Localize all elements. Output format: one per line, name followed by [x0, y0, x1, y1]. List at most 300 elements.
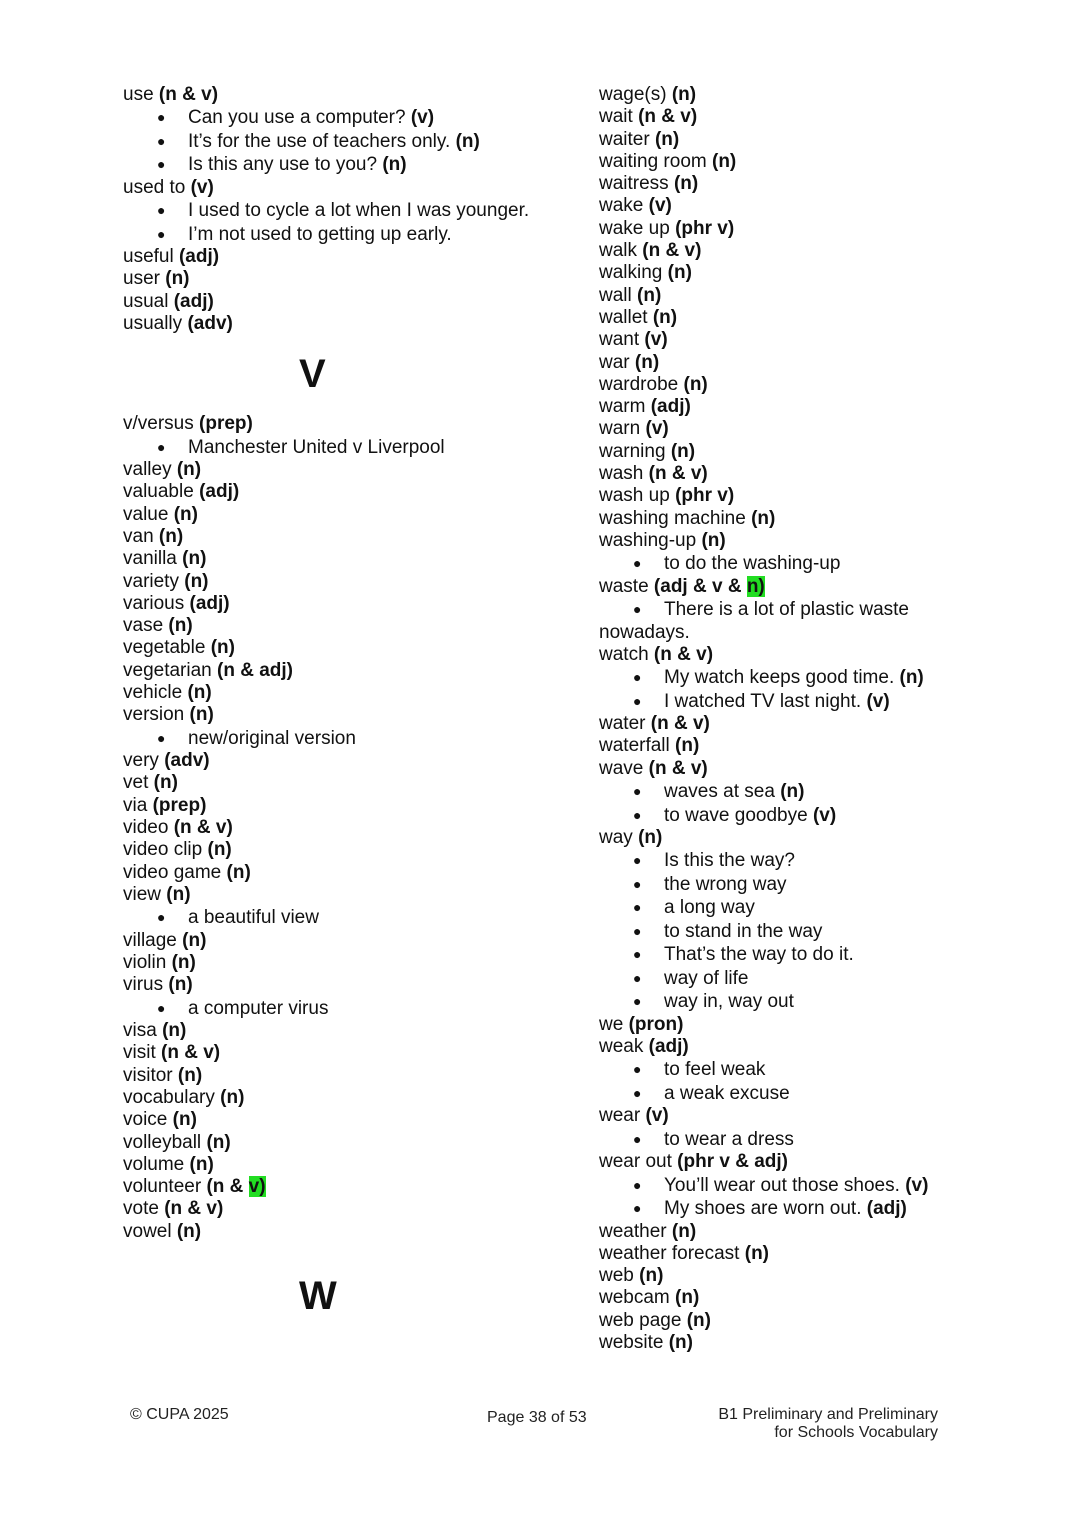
part-of-speech: (v) — [866, 690, 890, 712]
headword-entry — [123, 1065, 553, 1087]
headword-entry — [123, 1176, 553, 1198]
bullet-icon: ● — [633, 946, 642, 963]
headword: volunteer — [123, 1176, 202, 1198]
part-of-speech: (n & v) — [158, 84, 219, 105]
headword-entry — [123, 246, 553, 268]
example-bullet — [599, 666, 999, 690]
headword: van — [123, 525, 154, 547]
page-number: Page 38 of 53 — [487, 1409, 587, 1426]
headword: virus — [123, 974, 164, 996]
headword: usually — [123, 312, 183, 334]
example-text: That’s the way to do it. — [664, 944, 854, 966]
example-bullet — [123, 130, 553, 154]
headword-entry — [123, 177, 553, 199]
headword: village — [123, 929, 177, 951]
part-of-speech: (n) — [226, 861, 251, 883]
headword-entry — [599, 240, 999, 262]
bullet-icon: ● — [157, 156, 166, 173]
headword-entry — [599, 106, 999, 128]
headword-entry — [599, 329, 999, 351]
example-text: waves at sea — [664, 781, 775, 803]
headword-entry — [599, 1036, 999, 1058]
part-of-speech: (n) — [207, 839, 232, 861]
part-of-speech: (n) — [675, 735, 700, 757]
example-text: I used to cycle a lot when I was younger. — [188, 200, 530, 222]
headword-entry — [599, 262, 999, 284]
headword: video — [123, 817, 169, 839]
headword: volleyball — [123, 1131, 202, 1153]
part-of-speech: (n) — [671, 84, 697, 105]
part-of-speech: (adj) — [648, 1036, 689, 1058]
part-of-speech: (adv) — [187, 312, 233, 334]
example-text: a weak excuse — [664, 1082, 790, 1104]
bullet-icon: ● — [633, 601, 642, 618]
bullet-icon: ● — [633, 555, 642, 572]
part-of-speech: (n) — [153, 772, 178, 794]
headword: vet — [123, 772, 149, 794]
part-of-speech: (n) — [668, 1331, 693, 1353]
headword-entry — [123, 459, 553, 481]
part-of-speech: (n & adj) — [217, 659, 294, 681]
part-of-speech: (n & v) — [653, 643, 714, 665]
headword-entry — [123, 1198, 553, 1220]
part-of-speech: (adj & v & — [653, 575, 747, 597]
example-text: Is this the way? — [664, 850, 795, 872]
bullet-icon: ● — [633, 1130, 642, 1147]
headword-entry — [599, 129, 999, 151]
headword-entry — [123, 84, 553, 106]
headword-entry — [599, 396, 999, 418]
headword-entry — [123, 862, 553, 884]
headword-entry — [123, 1042, 553, 1064]
headword: wave — [599, 757, 644, 779]
part-of-speech: (adj) — [173, 290, 214, 312]
right-column — [599, 84, 999, 1354]
bullet-icon: ● — [157, 225, 166, 242]
example-bullet — [599, 849, 999, 873]
headword: usual — [123, 290, 169, 312]
example-bullet — [599, 1174, 999, 1198]
example-bullet — [123, 727, 553, 751]
example-bullet — [123, 223, 553, 247]
bullet-icon: ● — [157, 999, 166, 1016]
headword-entry — [599, 713, 999, 735]
headword-entry — [123, 548, 553, 570]
headword-entry — [599, 1310, 999, 1332]
headword: waste — [599, 575, 649, 597]
headword: video clip — [123, 839, 203, 861]
headword-entry — [599, 441, 999, 463]
headword-entry — [123, 839, 553, 861]
bullet-icon: ● — [633, 806, 642, 823]
part-of-speech: (n & v) — [648, 463, 708, 485]
headword-entry — [599, 1287, 999, 1309]
part-of-speech: (n & v) — [164, 1198, 224, 1220]
headword: want — [599, 329, 640, 351]
headword: website — [599, 1331, 664, 1353]
part-of-speech: (n) — [637, 284, 662, 306]
part-of-speech: (n) — [168, 974, 193, 996]
part-of-speech: (n) — [683, 373, 708, 395]
bullet-icon: ● — [633, 669, 642, 686]
example-text: nowadays. — [599, 621, 690, 643]
example-bullet — [123, 153, 553, 177]
headword: wake — [599, 195, 644, 217]
example-text: Can you use a computer? — [188, 107, 406, 129]
part-of-speech: (adj) — [199, 481, 240, 503]
part-of-speech: (n) — [210, 637, 235, 659]
example-text: a long way — [664, 897, 755, 919]
example-bullet — [599, 552, 999, 576]
part-of-speech: (n) — [176, 459, 202, 481]
highlighted-part-of-speech: n) — [746, 575, 765, 597]
headword: wake up — [599, 217, 670, 239]
bullet-icon: ● — [157, 202, 166, 219]
headword-entry — [123, 268, 553, 290]
example-bullet — [599, 896, 999, 920]
part-of-speech: (adj) — [178, 246, 220, 268]
part-of-speech: (n) — [168, 615, 193, 637]
headword-entry — [599, 644, 999, 666]
headword: variety — [123, 570, 179, 592]
headword: wage(s) — [599, 84, 667, 105]
headword-entry — [123, 704, 553, 726]
headword: value — [123, 503, 169, 525]
headword-entry — [599, 827, 999, 849]
headword: water — [599, 713, 646, 735]
part-of-speech: (n) — [189, 704, 214, 726]
example-bullet — [599, 967, 999, 991]
part-of-speech: (n & — [206, 1176, 249, 1198]
headword-entry — [599, 1243, 999, 1265]
headword: wait — [599, 106, 633, 128]
section-letter: W — [299, 1274, 337, 1319]
headword: walk — [599, 240, 638, 262]
example-continuation — [599, 622, 999, 644]
copyright: © CUPA 2025 — [130, 1406, 229, 1423]
headword-entry — [599, 218, 999, 240]
bullet-icon: ● — [157, 909, 166, 926]
headword: vehicle — [123, 682, 183, 704]
headword-entry — [599, 151, 999, 173]
headword: walking — [599, 262, 663, 284]
highlighted-part-of-speech: v) — [248, 1176, 266, 1198]
headword-entry — [123, 291, 553, 313]
bullet-icon: ● — [633, 993, 642, 1010]
bullet-icon: ● — [633, 969, 642, 986]
part-of-speech: (n & v) — [161, 1042, 221, 1064]
part-of-speech: (n) — [177, 1064, 203, 1086]
bullet-icon: ● — [633, 1200, 642, 1216]
part-of-speech: (v) — [648, 195, 672, 217]
headword: warn — [599, 418, 641, 440]
headword: vegetarian — [123, 659, 212, 681]
example-text: to do the washing-up — [664, 553, 841, 575]
headword-entry — [599, 508, 999, 530]
headword-entry — [123, 313, 553, 335]
example-bullet — [123, 199, 553, 223]
part-of-speech: (n) — [654, 128, 680, 150]
headword: waitress — [599, 173, 669, 195]
part-of-speech: (n) — [675, 1287, 700, 1309]
headword-entry — [123, 504, 553, 526]
headword-entry — [123, 750, 553, 772]
headword: vegetable — [123, 637, 206, 659]
example-text: I watched TV last night. — [664, 690, 862, 712]
part-of-speech: (n) — [744, 1242, 770, 1264]
headword: vowel — [123, 1220, 172, 1242]
headword: web — [599, 1265, 634, 1287]
headword: webcam — [599, 1287, 670, 1309]
part-of-speech: (n) — [670, 440, 696, 462]
headword: very — [123, 750, 159, 772]
part-of-speech: (n) — [171, 952, 196, 974]
bullet-icon: ● — [157, 132, 166, 149]
part-of-speech: (phr v) — [675, 485, 735, 507]
headword: visitor — [123, 1064, 173, 1086]
headword: wash — [599, 463, 644, 485]
part-of-speech: (n) — [712, 150, 737, 172]
headword: vanilla — [123, 548, 177, 570]
bullet-icon: ● — [157, 109, 166, 126]
headword: via — [123, 794, 148, 816]
headword: useful — [123, 246, 174, 268]
headword: valley — [123, 459, 177, 481]
example-text: My shoes are worn out. — [664, 1198, 862, 1219]
part-of-speech: (n) — [455, 130, 480, 152]
example-bullet — [599, 1082, 999, 1106]
example-bullet — [599, 920, 999, 944]
document-title-line-2: for Schools Vocabulary — [774, 1424, 938, 1441]
example-bullet — [599, 780, 999, 804]
part-of-speech: (v) — [645, 418, 669, 440]
headword-entry — [123, 952, 553, 974]
part-of-speech: (n & v) — [173, 817, 233, 839]
headword-entry — [123, 660, 553, 682]
part-of-speech: (n) — [220, 1087, 245, 1108]
part-of-speech: (v) — [644, 329, 668, 351]
bullet-icon: ● — [633, 1084, 642, 1101]
example-bullet — [123, 906, 553, 930]
headword-entry — [123, 772, 553, 794]
example-bullet — [599, 990, 999, 1014]
headword: use — [123, 84, 154, 105]
example-text: You’ll wear out those shoes. — [664, 1174, 900, 1196]
example-bullet — [599, 804, 999, 828]
headword-entry — [599, 173, 999, 195]
bullet-icon: ● — [633, 852, 642, 869]
example-text: Manchester United v Liverpool — [188, 436, 445, 458]
part-of-speech: (n) — [184, 570, 209, 592]
example-text: to stand in the way — [664, 920, 823, 942]
bullet-icon: ● — [633, 899, 642, 916]
headword-entry — [123, 1132, 553, 1154]
part-of-speech: (n) — [671, 1220, 697, 1242]
headword: used to — [123, 176, 186, 198]
example-text: There is a lot of plastic waste — [664, 599, 909, 621]
headword: violin — [123, 952, 167, 974]
headword: wallet — [599, 306, 648, 328]
bullet-icon: ● — [633, 692, 642, 709]
headword-entry — [599, 463, 999, 485]
part-of-speech: (prep) — [199, 413, 253, 435]
part-of-speech: (n) — [182, 548, 207, 570]
example-bullet — [599, 873, 999, 897]
headword: web page — [599, 1309, 682, 1331]
bullet-icon: ● — [633, 1176, 642, 1193]
part-of-speech: (n & v) — [648, 757, 708, 779]
bullet-icon: ● — [157, 729, 166, 746]
part-of-speech: (v) — [190, 176, 214, 198]
headword-entry — [599, 1105, 999, 1127]
headword-entry — [599, 285, 999, 307]
part-of-speech: (n) — [173, 503, 198, 525]
part-of-speech: (adj) — [189, 592, 230, 614]
headword-entry — [599, 1151, 999, 1173]
example-bullet — [123, 436, 553, 460]
headword: visa — [123, 1020, 157, 1042]
example-text: to wear a dress — [664, 1128, 794, 1150]
part-of-speech: (n) — [701, 529, 726, 551]
headword-entry — [599, 1014, 999, 1036]
part-of-speech: (n) — [162, 1020, 187, 1042]
part-of-speech: (n) — [634, 351, 660, 373]
headword-entry — [599, 84, 999, 106]
example-text: My watch keeps good time. — [664, 667, 895, 689]
part-of-speech: (n) — [206, 1131, 231, 1153]
part-of-speech: (n & v) — [638, 106, 698, 128]
example-bullet — [599, 1197, 999, 1221]
headword: warning — [599, 440, 666, 462]
headword: weather forecast — [599, 1242, 740, 1264]
part-of-speech: (n) — [165, 268, 190, 290]
headword-entry — [123, 1087, 553, 1109]
document-title-line-1: B1 Preliminary and Preliminary — [718, 1406, 938, 1423]
bullet-icon: ● — [633, 875, 642, 892]
headword-entry — [123, 1154, 553, 1176]
example-bullet — [599, 598, 999, 622]
part-of-speech: (adj) — [866, 1198, 907, 1219]
example-bullet — [599, 690, 999, 714]
part-of-speech: (n) — [158, 525, 184, 547]
part-of-speech: (v) — [410, 107, 435, 129]
headword: waiter — [599, 128, 650, 150]
example-text: a beautiful view — [188, 907, 319, 929]
headword-entry — [123, 1109, 553, 1131]
headword: view — [123, 883, 162, 905]
headword: video game — [123, 861, 222, 883]
part-of-speech: (phr v) — [675, 217, 735, 239]
headword-entry — [123, 682, 553, 704]
headword: voice — [123, 1109, 168, 1131]
example-text: Is this any use to you? — [188, 154, 378, 176]
headword-entry — [123, 1221, 553, 1243]
bullet-icon: ● — [633, 922, 642, 939]
part-of-speech: (n) — [189, 1153, 214, 1175]
part-of-speech: (pron) — [628, 1013, 684, 1035]
headword-entry — [599, 307, 999, 329]
headword: user — [123, 268, 160, 290]
headword: warm — [599, 396, 646, 418]
part-of-speech: (n) — [172, 1109, 197, 1131]
example-bullet — [599, 943, 999, 967]
headword: war — [599, 351, 630, 373]
part-of-speech: (adv) — [164, 750, 210, 772]
example-text: I’m not used to getting up early. — [188, 223, 452, 245]
headword: washing-up — [599, 529, 697, 551]
headword-entry — [123, 571, 553, 593]
document-title — [716, 1406, 938, 1442]
example-bullet — [599, 1128, 999, 1152]
part-of-speech: (n) — [751, 507, 776, 529]
headword-entry — [123, 593, 553, 615]
headword-entry — [599, 1332, 999, 1354]
part-of-speech: (v) — [645, 1105, 669, 1127]
part-of-speech: (n & v) — [650, 713, 710, 735]
headword: watch — [599, 643, 649, 665]
example-text: to feel weak — [664, 1059, 766, 1081]
part-of-speech: (n) — [686, 1309, 711, 1331]
headword: valuable — [123, 481, 194, 503]
bullet-icon: ● — [633, 783, 642, 800]
part-of-speech: (n) — [899, 667, 924, 689]
headword: wear — [599, 1105, 641, 1127]
headword-entry — [599, 576, 999, 598]
part-of-speech: (n) — [182, 929, 207, 951]
bullet-icon: ● — [633, 1061, 642, 1078]
example-bullet — [123, 106, 553, 130]
part-of-speech: (n) — [639, 1265, 664, 1287]
headword-entry — [599, 374, 999, 396]
headword-entry — [123, 974, 553, 996]
headword-entry — [599, 1221, 999, 1243]
bullet-icon: ● — [157, 438, 166, 455]
part-of-speech: (n) — [187, 682, 212, 704]
headword-entry — [123, 817, 553, 839]
headword: various — [123, 592, 185, 614]
headword: volume — [123, 1153, 185, 1175]
headword: waiting room — [599, 150, 707, 172]
part-of-speech: (v) — [812, 804, 837, 826]
part-of-speech: (n) — [166, 883, 191, 905]
headword-entry — [599, 485, 999, 507]
part-of-speech: (n) — [780, 781, 805, 803]
headword: we — [599, 1013, 624, 1035]
headword: weak — [599, 1036, 644, 1058]
headword-entry — [599, 735, 999, 757]
headword: wear out — [599, 1151, 672, 1173]
example-text: way in, way out — [664, 991, 794, 1013]
headword: wall — [599, 284, 632, 306]
part-of-speech: (n) — [638, 827, 663, 849]
part-of-speech: (n & v) — [642, 240, 702, 262]
part-of-speech: (v) — [905, 1174, 929, 1196]
headword-entry — [599, 352, 999, 374]
example-text: It’s for the use of teachers only. — [188, 130, 451, 152]
headword-entry — [599, 195, 999, 217]
part-of-speech: (prep) — [152, 794, 207, 816]
headword-entry — [123, 526, 553, 548]
headword-entry — [123, 615, 553, 637]
section-letter: V — [299, 352, 326, 397]
example-text: new/original version — [188, 727, 356, 749]
headword: washing machine — [599, 507, 746, 529]
headword: visit — [123, 1042, 156, 1064]
part-of-speech: (n) — [667, 262, 692, 284]
example-bullet — [599, 1058, 999, 1082]
headword: weather — [599, 1220, 667, 1242]
headword: way — [599, 827, 633, 849]
